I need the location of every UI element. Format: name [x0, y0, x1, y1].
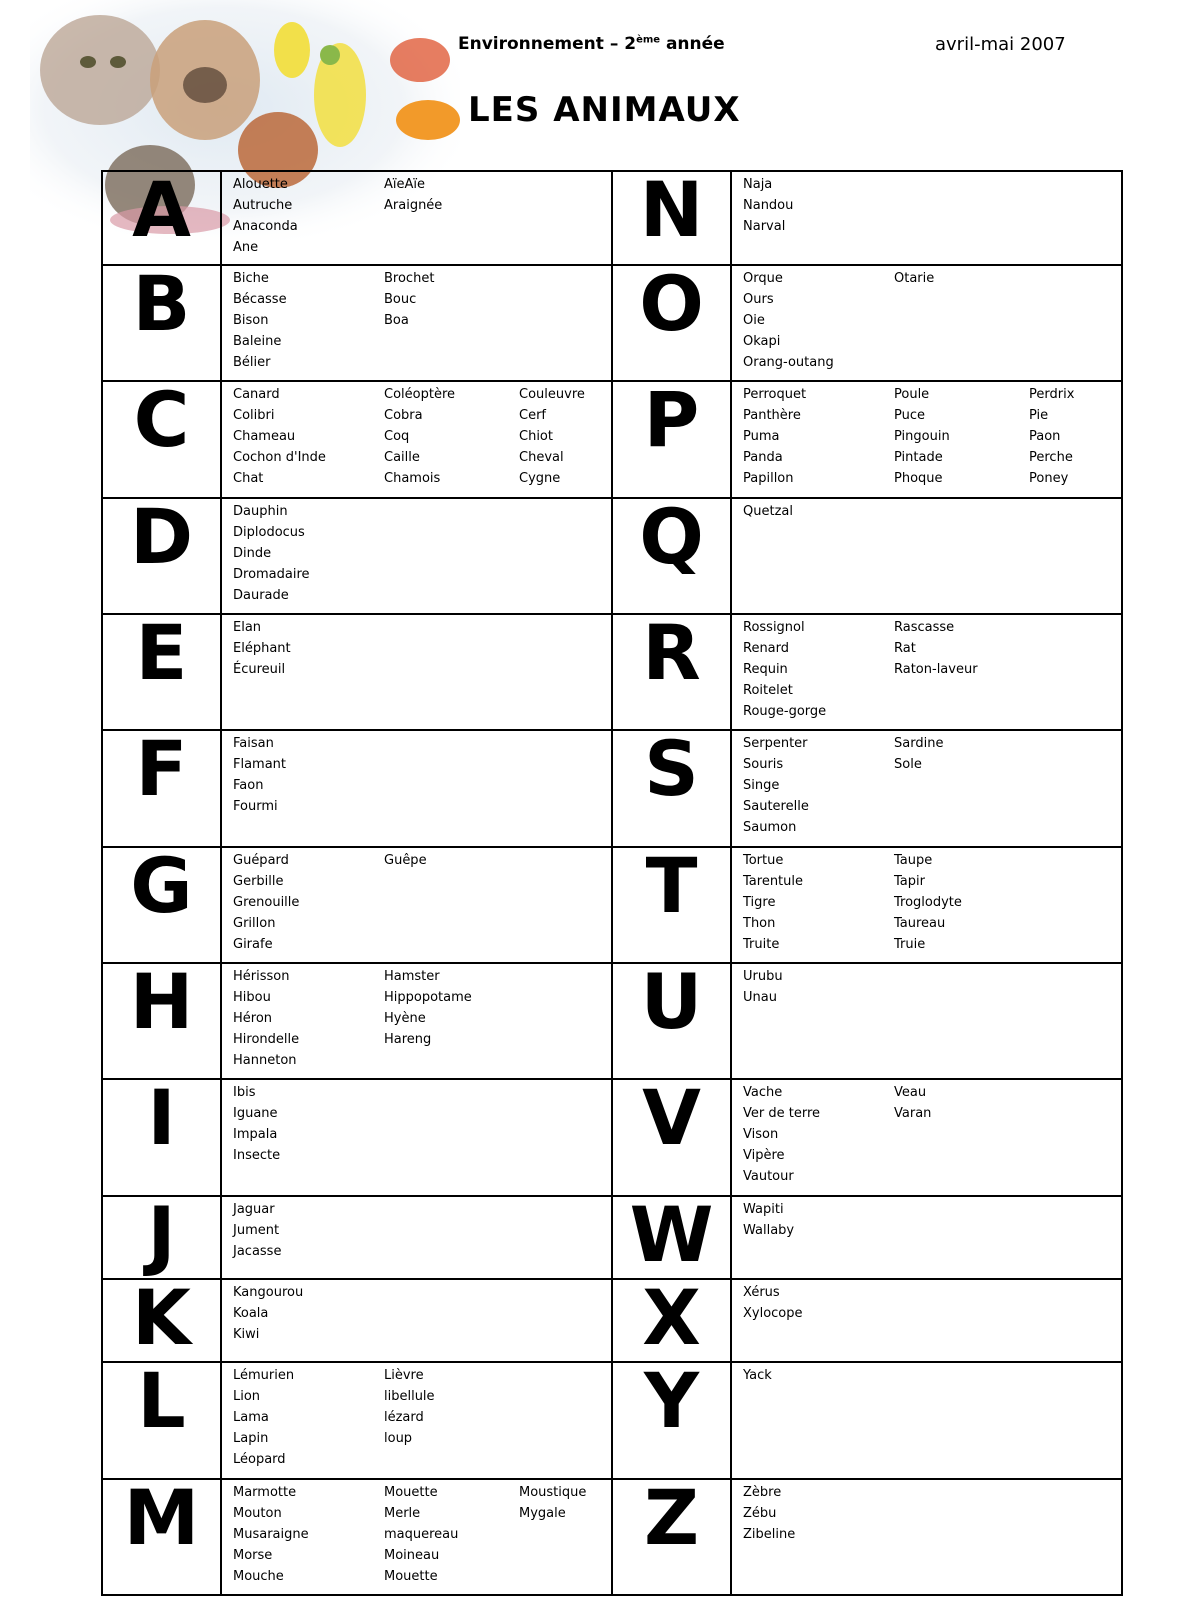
animal-name: Renard: [743, 640, 790, 656]
word-columns: [732, 1480, 1121, 1545]
word-column: [743, 617, 894, 722]
word-column: [743, 1282, 894, 1324]
letter-e: E: [102, 614, 221, 730]
word-column: [233, 501, 384, 606]
animal-name: Cochon d'Inde: [233, 450, 326, 466]
word-column: [743, 268, 894, 373]
animal-name: Lama: [233, 1410, 269, 1426]
animal-name: Couleuvre: [519, 387, 585, 403]
letter-c: C: [102, 381, 221, 497]
animal-name: Dromadaire: [233, 566, 310, 582]
animal-name: Perroquet: [743, 387, 807, 403]
word-column: [519, 384, 609, 489]
animal-name: Serpenter: [743, 736, 808, 752]
animal-name: Iguane: [233, 1106, 278, 1122]
animal-name: Jaguar: [233, 1201, 275, 1217]
animal-name: Bélier: [233, 354, 271, 370]
animal-name: Orang-outang: [743, 354, 834, 370]
animal-name: Flamant: [233, 757, 287, 773]
animal-name: Caille: [384, 450, 420, 466]
animal-name: Xylocope: [743, 1305, 803, 1321]
word-column: [233, 850, 384, 955]
animal-name: Guépard: [233, 852, 289, 868]
word-column: [233, 617, 384, 680]
animal-name: Troglodyte: [894, 894, 962, 910]
animal-name: Paon: [1029, 429, 1061, 445]
animal-name: Hibou: [233, 989, 271, 1005]
word-columns: [222, 1363, 611, 1470]
animal-name: Nandou: [743, 198, 794, 213]
word-column: [233, 1482, 384, 1587]
word-columns: [732, 499, 1121, 522]
word-column: [894, 1082, 1029, 1187]
animal-name: Papillon: [743, 471, 794, 487]
letter-a: A: [102, 171, 221, 265]
animal-name: Alouette: [233, 177, 288, 192]
animal-name: Elan: [233, 619, 262, 635]
animal-name: Mygale: [519, 1505, 566, 1521]
animal-name: Morse: [233, 1547, 273, 1563]
animal-name: Poney: [1029, 471, 1069, 487]
animal-names-b: [221, 265, 612, 381]
animal-name: Mouton: [233, 1505, 282, 1521]
animal-names-i: [221, 1079, 612, 1195]
animal-name: Ibis: [233, 1085, 256, 1101]
animal-name: Dauphin: [233, 503, 288, 519]
word-column: [384, 1365, 519, 1470]
letter-m: M: [102, 1479, 221, 1595]
animal-name: Rat: [894, 640, 916, 656]
animal-name: Yack: [743, 1368, 772, 1384]
animal-name: Biche: [233, 270, 269, 286]
animal-name: Vison: [743, 1127, 779, 1143]
animal-names-w: [731, 1196, 1122, 1279]
animal-name: Narval: [743, 219, 786, 234]
letter-k: K: [102, 1279, 221, 1362]
animal-names-v: [731, 1079, 1122, 1195]
animal-name: Bison: [233, 312, 269, 328]
animal-names-j: [221, 1196, 612, 1279]
animal-names-c: [221, 381, 612, 497]
animal-name: Héron: [233, 1010, 273, 1026]
animal-names-h: [221, 963, 612, 1079]
word-column: [384, 384, 519, 489]
word-columns: [732, 964, 1121, 1008]
animal-names-r: [731, 614, 1122, 730]
animal-name: Souris: [743, 757, 784, 773]
animal-name: Panthère: [743, 408, 801, 424]
letter-x: X: [612, 1279, 731, 1362]
animal-name: Cerf: [519, 408, 546, 424]
animal-name: Cobra: [384, 408, 423, 424]
animal-name: Perche: [1029, 450, 1073, 466]
animal-names-g: [221, 847, 612, 963]
word-columns: [732, 172, 1121, 237]
table-row: [102, 171, 1122, 265]
word-columns: [222, 499, 611, 606]
animal-name: Vautour: [743, 1169, 794, 1185]
animal-name: libellule: [384, 1389, 435, 1405]
animal-name: Lion: [233, 1389, 261, 1405]
letter-j: J: [102, 1196, 221, 1279]
letter-f: F: [102, 730, 221, 846]
word-columns: [732, 382, 1121, 489]
animal-name: Chamois: [384, 471, 441, 487]
animal-name: Ours: [743, 291, 774, 307]
word-columns: [732, 266, 1121, 373]
animal-name: Dinde: [233, 545, 272, 561]
animal-name: Hamster: [384, 968, 440, 984]
animal-name: Taupe: [894, 852, 933, 868]
animal-name: Taureau: [894, 915, 946, 931]
animal-name: Poule: [894, 387, 930, 403]
animal-names-d: [221, 498, 612, 614]
animal-name: Otarie: [894, 270, 935, 286]
animal-name: Lémurien: [233, 1368, 295, 1384]
table-row: [102, 1196, 1122, 1279]
animal-name: Requin: [743, 661, 788, 677]
animal-name: Hareng: [384, 1031, 432, 1047]
table-row: [102, 730, 1122, 846]
animal-name: Bouc: [384, 291, 417, 307]
animal-name: Singe: [743, 778, 780, 794]
letter-t: T: [612, 847, 731, 963]
animal-name: Zèbre: [743, 1484, 782, 1500]
animal-name: Perdrix: [1029, 387, 1075, 403]
letter-d: D: [102, 498, 221, 614]
animal-name: Chiot: [519, 429, 553, 445]
animal-name: Xérus: [743, 1284, 780, 1300]
table-row: [102, 498, 1122, 614]
animal-name: Bécasse: [233, 291, 287, 307]
page-title: LES ANIMAUX: [468, 90, 741, 130]
animal-name: Hanneton: [233, 1052, 297, 1068]
word-column: [743, 1082, 894, 1187]
animal-name: Grenouille: [233, 894, 300, 910]
animal-name: Merle: [384, 1505, 421, 1521]
animal-name: Guêpe: [384, 852, 427, 868]
animal-name: Mouche: [233, 1568, 284, 1584]
table-row: [102, 381, 1122, 497]
animal-name: Moustique: [519, 1484, 587, 1500]
letter-o: O: [612, 265, 731, 381]
animal-name: Thon: [743, 915, 776, 931]
animal-name: Rascasse: [894, 619, 955, 635]
table-row: [102, 963, 1122, 1079]
word-column: [233, 1282, 384, 1345]
letter-b: B: [102, 265, 221, 381]
letter-u: U: [612, 963, 731, 1079]
animal-name: Zibeline: [743, 1526, 796, 1542]
table-row: [102, 614, 1122, 730]
letter-l: L: [102, 1362, 221, 1478]
animal-name: Chat: [233, 471, 264, 487]
animal-name: Gerbille: [233, 873, 284, 889]
animal-name: AïeAïe: [384, 177, 426, 192]
animal-name: Quetzal: [743, 503, 793, 519]
animal-name: Hippopotame: [384, 989, 472, 1005]
letter-h: H: [102, 963, 221, 1079]
word-column: [894, 850, 1029, 955]
animal-name: Tarentule: [743, 873, 803, 889]
animal-name: Boa: [384, 312, 409, 328]
animal-name: Pingouin: [894, 429, 950, 445]
word-columns: [732, 731, 1121, 838]
word-columns: [222, 382, 611, 489]
animal-name: Chameau: [233, 429, 296, 445]
animal-name: Écureuil: [233, 661, 286, 677]
animal-name: Orque: [743, 270, 783, 286]
word-column: [233, 1365, 384, 1470]
animal-name: Truite: [743, 936, 780, 952]
animal-name: Jument: [233, 1222, 280, 1238]
animal-name: Pie: [1029, 408, 1049, 424]
animal-name: Brochet: [384, 270, 435, 286]
animal-names-u: [731, 963, 1122, 1079]
animal-names-l: [221, 1362, 612, 1478]
animal-name: Tapir: [894, 873, 925, 889]
animal-names-t: [731, 847, 1122, 963]
word-column: [233, 1199, 384, 1262]
animal-name: Phoque: [894, 471, 943, 487]
word-columns: [732, 615, 1121, 722]
word-columns: [222, 964, 611, 1071]
letter-r: R: [612, 614, 731, 730]
animal-name: Panda: [743, 450, 783, 466]
animal-name: Okapi: [743, 333, 781, 349]
table-row: [102, 1279, 1122, 1362]
word-column: [233, 733, 384, 817]
animal-name: Kangourou: [233, 1284, 304, 1300]
animal-name: lézard: [384, 1410, 424, 1426]
word-column: [743, 174, 894, 237]
table-row: [102, 265, 1122, 381]
animal-alphabet-table: [101, 165, 1123, 1596]
word-column: [384, 966, 519, 1071]
animal-names-s: [731, 730, 1122, 846]
word-column: [894, 268, 1029, 373]
animal-names-q: [731, 498, 1122, 614]
animal-name: Urubu: [743, 968, 783, 984]
animal-name: Zébu: [743, 1505, 777, 1521]
animal-names-y: [731, 1362, 1122, 1478]
animal-names-k: [221, 1279, 612, 1362]
word-columns: [732, 1080, 1121, 1187]
animal-name: Léopard: [233, 1452, 286, 1468]
animal-name: Mouette: [384, 1484, 438, 1500]
animal-name: Wallaby: [743, 1222, 795, 1238]
animal-name: Grillon: [233, 915, 276, 931]
animal-name: Varan: [894, 1106, 932, 1122]
letter-v: V: [612, 1079, 731, 1195]
animal-name: Veau: [894, 1085, 927, 1101]
animal-name: Naja: [743, 177, 773, 192]
animal-name: Pintade: [894, 450, 943, 466]
word-column: [743, 733, 894, 838]
animal-name: Moineau: [384, 1547, 440, 1563]
animal-name: Colibri: [233, 408, 275, 424]
word-columns: [222, 172, 611, 258]
animal-names-a: [221, 171, 612, 265]
animal-name: Koala: [233, 1305, 269, 1321]
animal-name: Jacasse: [233, 1243, 282, 1259]
animal-name: maquereau: [384, 1526, 459, 1542]
animal-names-o: [731, 265, 1122, 381]
animal-name: Impala: [233, 1127, 278, 1143]
animal-names-p: [731, 381, 1122, 497]
word-columns: [222, 1280, 611, 1345]
word-columns: [222, 731, 611, 817]
word-column: [743, 1199, 894, 1241]
animal-name: Diplodocus: [233, 524, 305, 540]
animal-name: Ver de terre: [743, 1106, 821, 1122]
animal-name: Insecte: [233, 1148, 281, 1164]
animal-name: loup: [384, 1431, 413, 1447]
word-column: [743, 384, 894, 489]
animal-name: Raton-laveur: [894, 661, 978, 677]
animal-name: Vache: [743, 1085, 783, 1101]
word-column: [743, 1365, 894, 1386]
animal-name: Wapiti: [743, 1201, 784, 1217]
letter-n: N: [612, 171, 731, 265]
animal-name: Faon: [233, 778, 264, 794]
letter-s: S: [612, 730, 731, 846]
word-column: [894, 617, 1029, 722]
word-column: [384, 174, 519, 258]
animal-name: Lièvre: [384, 1368, 424, 1384]
animal-name: Mouette: [384, 1568, 438, 1584]
letter-i: I: [102, 1079, 221, 1195]
letter-g: G: [102, 847, 221, 963]
word-column: [384, 850, 519, 955]
animal-name: Baleine: [233, 333, 282, 349]
word-column: [894, 733, 1029, 838]
animal-name: Coq: [384, 429, 410, 445]
word-columns: [732, 1197, 1121, 1241]
word-column: [743, 850, 894, 955]
animal-name: Saumon: [743, 820, 797, 836]
animal-name: Tigre: [743, 894, 776, 910]
animal-name: Daurade: [233, 587, 289, 603]
animal-name: Canard: [233, 387, 280, 403]
animal-name: Musaraigne: [233, 1526, 309, 1542]
animal-name: Cheval: [519, 450, 564, 466]
animal-name: Roitelet: [743, 682, 793, 698]
animal-name: Autruche: [233, 198, 293, 213]
table-row: [102, 1479, 1122, 1595]
word-column: [384, 268, 519, 373]
letter-p: P: [612, 381, 731, 497]
word-column: [233, 174, 384, 258]
animal-name: Hérisson: [233, 968, 290, 984]
animal-name: Coléoptère: [384, 387, 455, 403]
subject-heading: Environnement – 2ème année: [458, 34, 725, 54]
table-row: [102, 1362, 1122, 1478]
word-column: [743, 1482, 894, 1545]
word-column: [233, 966, 384, 1071]
word-column: [894, 384, 1029, 489]
word-columns: [732, 848, 1121, 955]
animal-name: Puce: [894, 408, 925, 424]
animal-names-f: [221, 730, 612, 846]
animal-name: Vipère: [743, 1148, 785, 1164]
animal-name: Unau: [743, 989, 777, 1005]
word-columns: [222, 848, 611, 955]
date-label: avril-mai 2007: [935, 34, 1066, 55]
animal-name: Lapin: [233, 1431, 269, 1447]
animal-name: Faisan: [233, 736, 274, 752]
letter-q: Q: [612, 498, 731, 614]
animal-name: Fourmi: [233, 799, 278, 815]
word-column: [384, 1482, 519, 1587]
word-columns: [222, 615, 611, 680]
animal-name: Eléphant: [233, 640, 291, 656]
word-column: [233, 268, 384, 373]
word-column: [743, 501, 894, 522]
table-row: [102, 847, 1122, 963]
animal-name: Kiwi: [233, 1326, 260, 1342]
animal-name: Tortue: [743, 852, 784, 868]
animal-name: Sole: [894, 757, 922, 773]
letter-y: Y: [612, 1362, 731, 1478]
letter-z: Z: [612, 1479, 731, 1595]
word-column: [233, 384, 384, 489]
animal-names-z: [731, 1479, 1122, 1595]
animal-name: Rouge-gorge: [743, 703, 827, 719]
table-row: [102, 1079, 1122, 1195]
animal-name: Puma: [743, 429, 780, 445]
word-columns: [732, 1280, 1121, 1324]
animal-names-m: [221, 1479, 612, 1595]
word-columns: [222, 1480, 611, 1587]
animal-name: Sardine: [894, 736, 944, 752]
animal-names-x: [731, 1279, 1122, 1362]
animal-name: Ane: [233, 240, 259, 255]
animal-names-e: [221, 614, 612, 730]
animal-name: Hirondelle: [233, 1031, 300, 1047]
animal-name: Rossignol: [743, 619, 805, 635]
animal-name: Hyène: [384, 1010, 426, 1026]
word-column: [519, 1482, 609, 1587]
animal-name: Girafe: [233, 936, 273, 952]
word-column: [743, 966, 894, 1008]
animal-name: Anaconda: [233, 219, 298, 234]
animal-names-n: [731, 171, 1122, 265]
animal-name: Sauterelle: [743, 799, 809, 815]
letter-w: W: [612, 1196, 731, 1279]
word-column: [233, 1082, 384, 1166]
animal-name: Araignée: [384, 198, 443, 213]
word-columns: [222, 1080, 611, 1166]
animal-name: Marmotte: [233, 1484, 297, 1500]
word-columns: [222, 266, 611, 373]
animal-name: Truie: [894, 936, 926, 952]
word-columns: [732, 1363, 1121, 1386]
animal-name: Cygne: [519, 471, 561, 487]
word-columns: [222, 1197, 611, 1262]
animal-name: Oie: [743, 312, 765, 328]
word-column: [1029, 384, 1119, 489]
